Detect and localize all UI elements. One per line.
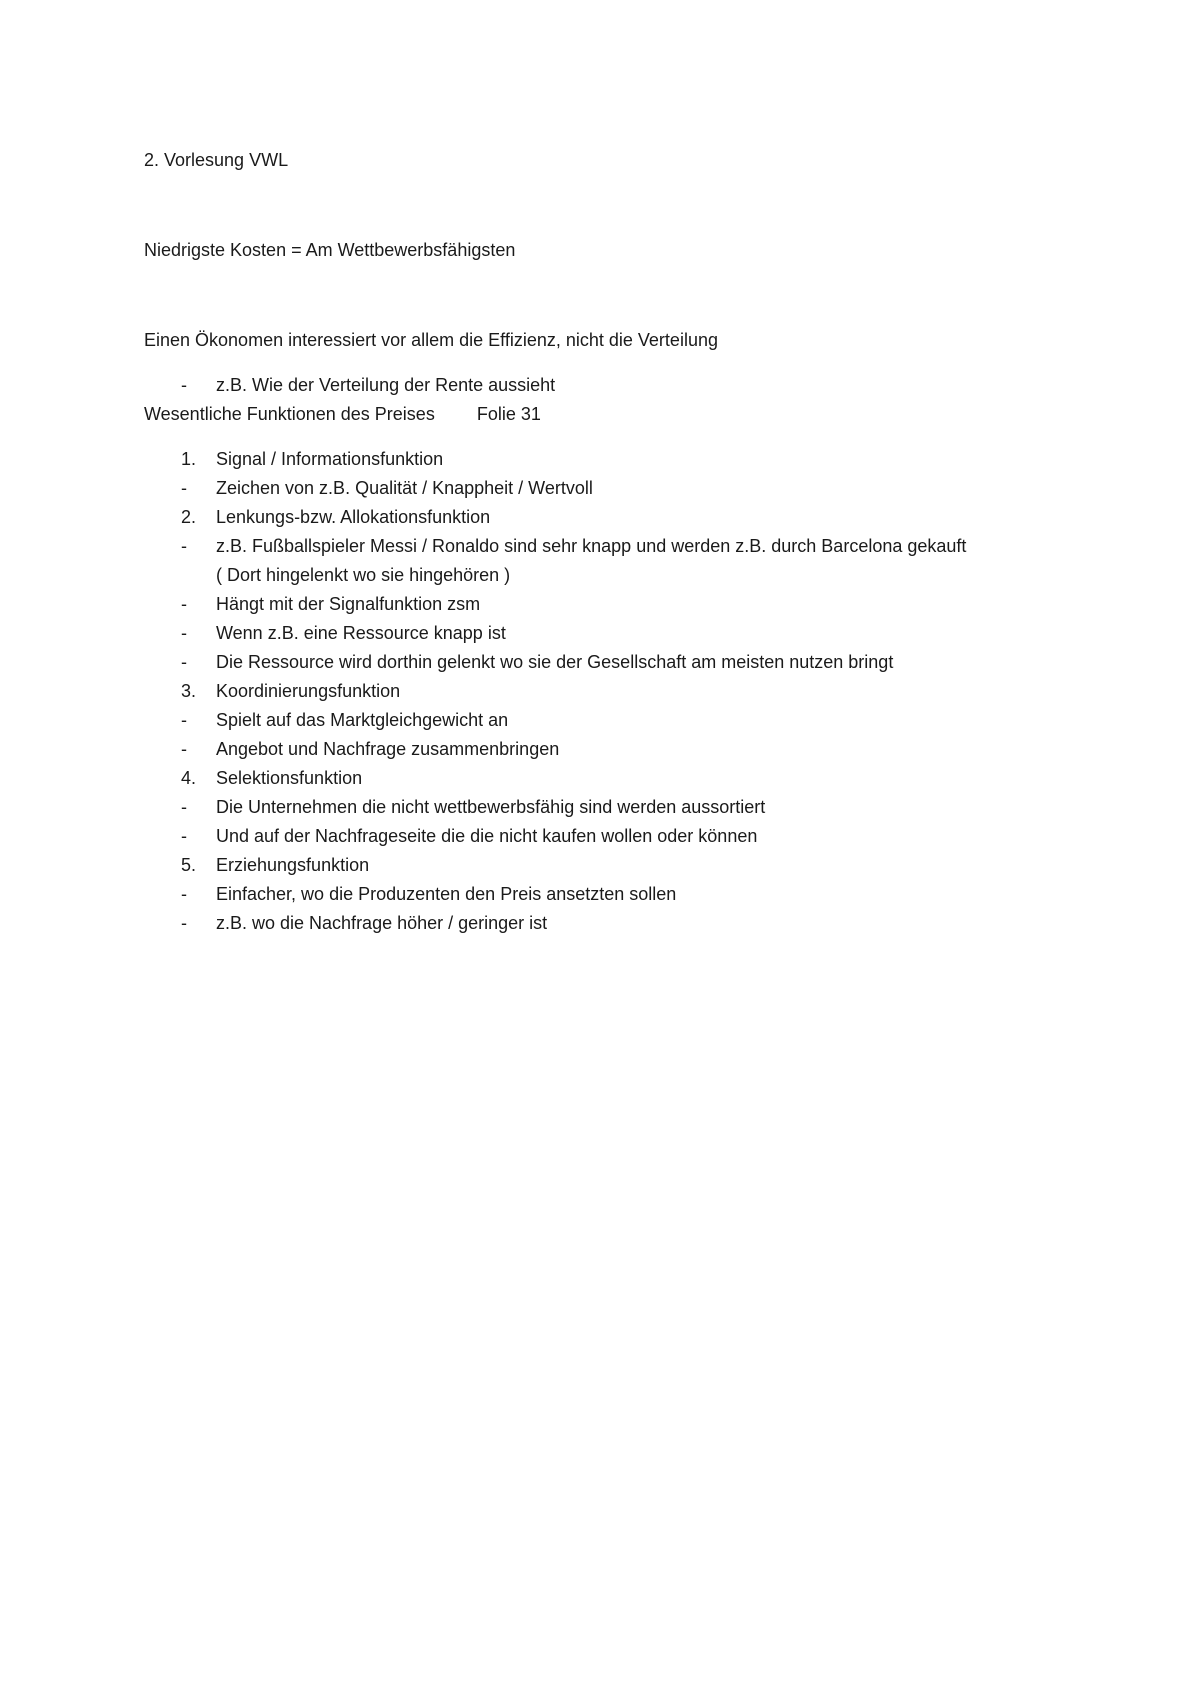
list-marker: 3. [181, 681, 197, 701]
list-item-text: Hängt mit der Signalfunktion zsm [216, 594, 481, 614]
list-item [144, 706, 1084, 735]
list-item-text: ( Dort hingelenkt wo sie hingehören ) [216, 565, 511, 585]
list-item [144, 619, 1084, 648]
list-item-text: Lenkungs-bzw. Allokationsfunktion [216, 507, 491, 527]
slide-reference: Folie 31 [476, 404, 541, 424]
list-item [144, 561, 1084, 590]
costs-line: Niedrigste Kosten = Am Wettbewerbsfähigsten [144, 240, 516, 260]
list-item [144, 793, 1084, 822]
economist-line: Einen Ökonomen interessiert vor allem die Effizienz, nicht die Verteilung [144, 330, 718, 350]
document-body [144, 146, 1084, 938]
list-item-text: Zeichen von z.B. Qualität / Knappheit / Wertvoll [216, 478, 593, 498]
list-item-text: Angebot und Nachfrage zusammenbringen [216, 739, 560, 759]
list-item-text: z.B. Fußballspieler Messi / Ronaldo sind sehr knapp und werden z.B. durch Barcelona gekauft [216, 536, 967, 556]
list-item [144, 764, 1084, 793]
list-item-text: Und auf der Nachfrageseite die die nicht kaufen wollen oder können [216, 826, 758, 846]
list-marker: - [181, 797, 187, 817]
list-item [144, 880, 1084, 909]
economist-bullet-list [144, 371, 1084, 400]
list-item-text: Signal / Informationsfunktion [216, 449, 444, 469]
list-marker: - [181, 739, 187, 759]
list-item [144, 503, 1084, 532]
list-marker: - [181, 375, 187, 395]
list-item-text: z.B. wo die Nachfrage höher / geringer ist [216, 913, 548, 933]
list-marker: - [181, 913, 187, 933]
list-item-text: Spielt auf das Marktgleichgewicht an [216, 710, 509, 730]
list-item-text: Einfacher, wo die Produzenten den Preis ansetzten sollen [216, 884, 677, 904]
section-heading: Wesentliche Funktionen des Preises [144, 404, 435, 424]
list-marker: - [181, 710, 187, 730]
list-marker: - [181, 826, 187, 846]
list-marker: - [181, 623, 187, 643]
list-item [144, 822, 1084, 851]
list-item-text: Die Unternehmen die nicht wettbewerbsfähig sind werden aussortiert [216, 797, 766, 817]
list-marker: - [181, 478, 187, 498]
list-item-text: Die Ressource wird dorthin gelenkt wo sie der Gesellschaft am meisten nutzen bringt [216, 652, 894, 672]
list-item [144, 371, 1084, 400]
list-item [144, 648, 1084, 677]
list-item [144, 532, 1084, 561]
document-title: 2. Vorlesung VWL [144, 150, 289, 170]
list-marker: - [181, 884, 187, 904]
section-heading-row [144, 400, 1084, 429]
list-item [144, 909, 1084, 938]
list-marker: - [181, 536, 187, 556]
list-marker: 5. [181, 855, 197, 875]
list-item-text: z.B. Wie der Verteilung der Rente aussieht [216, 375, 556, 395]
list-item-text: Erziehungsfunktion [216, 855, 370, 875]
price-functions-list [144, 445, 1084, 938]
list-item-text: Wenn z.B. eine Ressource knapp ist [216, 623, 506, 643]
list-marker: 1. [181, 449, 197, 469]
list-item [144, 735, 1084, 764]
list-item-text: Selektionsfunktion [216, 768, 363, 788]
list-item-text: Koordinierungsfunktion [216, 681, 401, 701]
list-item [144, 445, 1084, 474]
list-item [144, 474, 1084, 503]
list-item [144, 851, 1084, 880]
list-item [144, 677, 1084, 706]
list-marker: 2. [181, 507, 197, 527]
list-marker: - [181, 652, 187, 672]
list-marker: - [181, 594, 187, 614]
list-marker: 4. [181, 768, 197, 788]
list-item [144, 590, 1084, 619]
list-marker [144, 561, 216, 590]
